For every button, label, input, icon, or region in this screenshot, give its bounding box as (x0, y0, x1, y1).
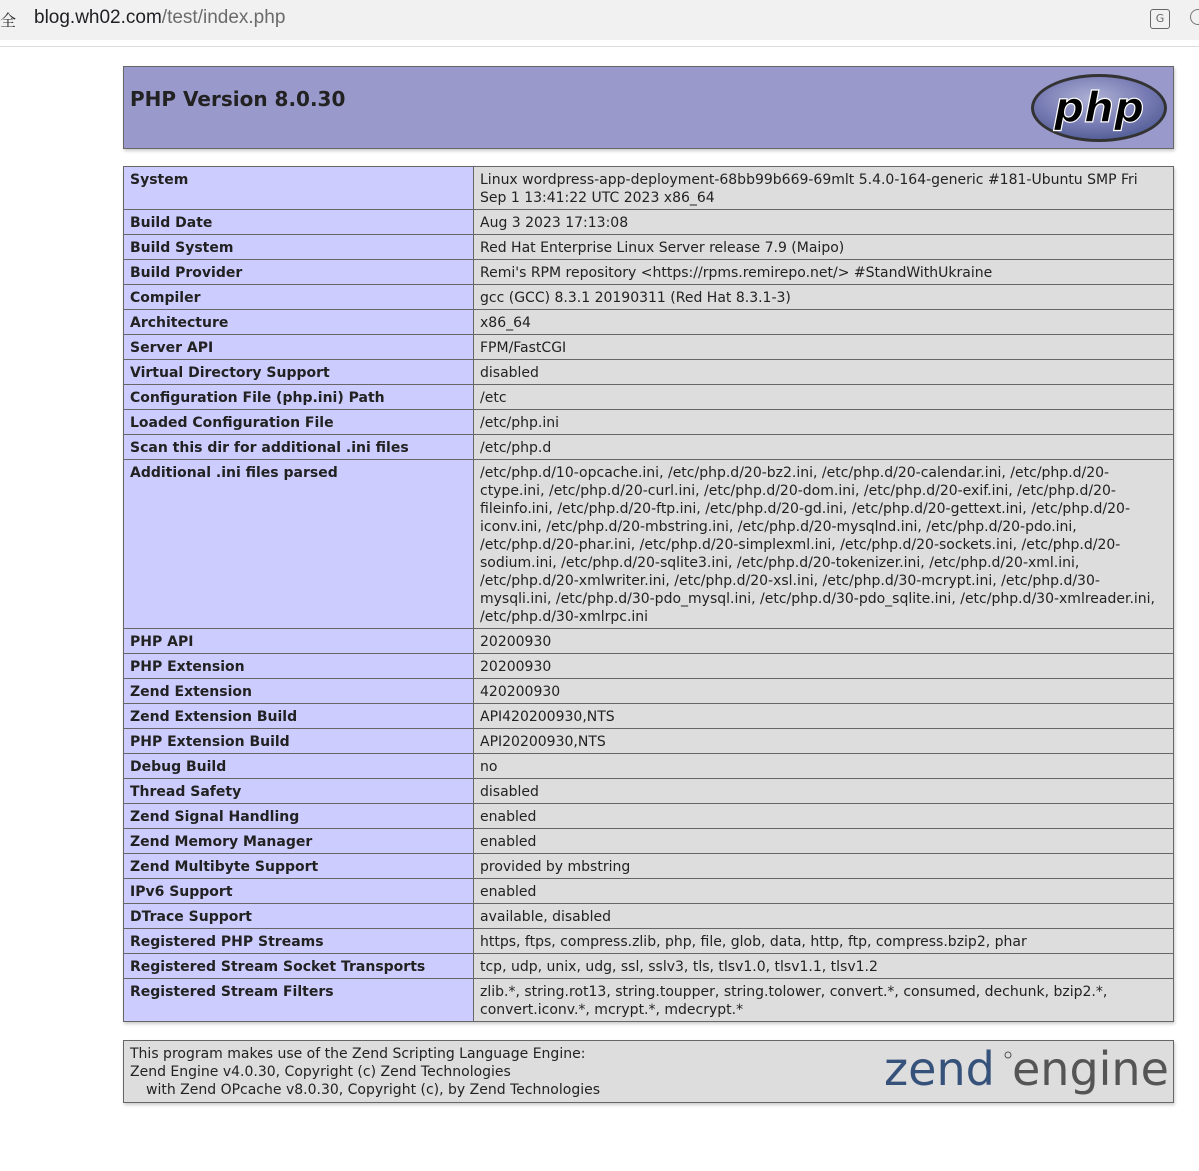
row-label: System (124, 167, 474, 210)
zend-engine-logo[interactable] (884, 1043, 1170, 1101)
row-label: PHP Extension Build (124, 729, 474, 754)
row-value: enabled (474, 879, 1174, 904)
footer-line-3: with Zend OPcache v8.0.30, Copyright (c), by Zend Technologies (146, 1082, 601, 1098)
row-value: disabled (474, 360, 1174, 385)
row-value: API420200930,NTS (474, 704, 1174, 729)
table-row (124, 629, 1174, 654)
table-row (124, 904, 1174, 929)
row-label: Build Date (124, 210, 474, 235)
row-value: enabled (474, 829, 1174, 854)
table-row (124, 335, 1174, 360)
zend-logo-word-2: engine (1012, 1043, 1169, 1096)
translate-icon[interactable]: G (1150, 9, 1170, 29)
table-row (124, 829, 1174, 854)
row-value: 20200930 (474, 654, 1174, 679)
table-row (124, 879, 1174, 904)
row-value: zlib.*, string.rot13, string.toupper, string.tolower, convert.*, consumed, dechunk, bzip2.*, convert.iconv.*, mcrypt.*, mdecrypt.* (474, 979, 1174, 1022)
browser-profile-icon[interactable] (1190, 9, 1199, 25)
row-label: Zend Signal Handling (124, 804, 474, 829)
footer-line-1: This program makes use of the Zend Scripting Language Engine: (130, 1046, 586, 1062)
row-label: Configuration File (php.ini) Path (124, 385, 474, 410)
row-value: /etc/php.d/10-opcache.ini, /etc/php.d/20-bz2.ini, /etc/php.d/20-calendar.ini, /etc/php.d/20-ctype.ini, /etc/php.d/20-curl.ini, /etc/php.d/20-dom.ini, /etc/php.d/20-exif.ini, /etc/php.d/20-fileinfo.ini, /etc/php.d/20-ftp.ini, /etc/php.d/20-gd.ini, /etc/php.d/20-gettext.ini, /etc/php.d/20-iconv.ini, /etc/php.d/20-mbstring.ini, /etc/php.d/20-mysqlnd.ini, /etc/php.d/20-pdo.ini, /etc/php.d/20-phar.ini, /etc/php.d/20-simplexml.ini, /etc/php.d/20-sockets.ini, /etc/php.d/20-sodium.ini, /etc/php.d/20-sqlite3.ini, /etc/php.d/20-tokenizer.ini, /etc/php.d/20-xml.ini, /etc/php.d/20-xmlwriter.ini, /etc/php.d/20-xsl.ini, /etc/php.d/30-mcrypt.ini, /etc/php.d/30-mysqli.ini, /etc/php.d/30-pdo_mysql.ini, /etc/php.d/30-pdo_sqlite.ini, /etc/php.d/30-xmlreader.ini, /etc/php.d/30-xmlrpc.ini (474, 460, 1174, 629)
table-row (124, 779, 1174, 804)
row-value: tcp, udp, unix, udg, ssl, sslv3, tls, tlsv1.0, tlsv1.1, tlsv1.2 (474, 954, 1174, 979)
phpinfo-header (123, 66, 1174, 149)
page-info-glyph[interactable]: 全 (0, 11, 17, 30)
row-label: Zend Extension Build (124, 704, 474, 729)
table-row (124, 235, 1174, 260)
row-value: gcc (GCC) 8.3.1 20190311 (Red Hat 8.3.1-3) (474, 285, 1174, 310)
table-row (124, 679, 1174, 704)
row-value: API20200930,NTS (474, 729, 1174, 754)
row-value: /etc (474, 385, 1174, 410)
zend-footer (123, 1040, 1174, 1103)
row-label: Zend Extension (124, 679, 474, 704)
row-label: Registered Stream Filters (124, 979, 474, 1022)
row-label: IPv6 Support (124, 879, 474, 904)
row-label: Registered PHP Streams (124, 929, 474, 954)
row-value: https, ftps, compress.zlib, php, file, glob, data, http, ftp, compress.bzip2, phar (474, 929, 1174, 954)
table-row (124, 979, 1174, 1022)
row-value: disabled (474, 779, 1174, 804)
url-host: blog.wh02.com (34, 7, 162, 28)
table-row (124, 435, 1174, 460)
table-row (124, 954, 1174, 979)
php-logo[interactable] (1029, 72, 1169, 144)
row-label: Virtual Directory Support (124, 360, 474, 385)
row-value: 20200930 (474, 629, 1174, 654)
table-row (124, 360, 1174, 385)
row-value: Aug 3 2023 17:13:08 (474, 210, 1174, 235)
row-value: FPM/FastCGI (474, 335, 1174, 360)
table-row (124, 754, 1174, 779)
phpinfo-table (123, 166, 1174, 1022)
row-label: Thread Safety (124, 779, 474, 804)
url-path: /test/index.php (161, 7, 286, 28)
row-label: Architecture (124, 310, 474, 335)
table-row (124, 310, 1174, 335)
row-label: Build System (124, 235, 474, 260)
table-row (124, 210, 1174, 235)
row-value: no (474, 754, 1174, 779)
table-row (124, 460, 1174, 629)
url-field[interactable] (34, 7, 285, 29)
table-row (124, 804, 1174, 829)
row-label: Zend Memory Manager (124, 829, 474, 854)
row-label: Debug Build (124, 754, 474, 779)
table-row (124, 260, 1174, 285)
table-row (124, 729, 1174, 754)
footer-line-2: Zend Engine v4.0.30, Copyright (c) Zend Technologies (130, 1064, 511, 1080)
zend-logo-word-1: zend (884, 1043, 995, 1096)
row-label: DTrace Support (124, 904, 474, 929)
row-value: Remi's RPM repository <https://rpms.remirepo.net/> #StandWithUkraine (474, 260, 1174, 285)
row-value: Linux wordpress-app-deployment-68bb99b669-69mlt 5.4.0-164-generic #181-Ubuntu SMP Fri Sep 1 13:41:22 UTC 2023 x86_64 (474, 167, 1174, 210)
row-value: available, disabled (474, 904, 1174, 929)
page-title: PHP Version 8.0.30 (130, 87, 346, 111)
row-label: Loaded Configuration File (124, 410, 474, 435)
row-label: Scan this dir for additional .ini files (124, 435, 474, 460)
row-value: /etc/php.d (474, 435, 1174, 460)
row-label: Server API (124, 335, 474, 360)
browser-address-bar (0, 0, 1199, 40)
phpinfo-container (123, 66, 1174, 1103)
table-row (124, 385, 1174, 410)
row-value: /etc/php.ini (474, 410, 1174, 435)
table-row (124, 929, 1174, 954)
row-label: Additional .ini files parsed (124, 460, 474, 629)
row-label: Zend Multibyte Support (124, 854, 474, 879)
row-label: Compiler (124, 285, 474, 310)
row-value: provided by mbstring (474, 854, 1174, 879)
row-value: enabled (474, 804, 1174, 829)
table-row (124, 654, 1174, 679)
row-value: 420200930 (474, 679, 1174, 704)
address-bar-divider (0, 46, 1199, 47)
table-row (124, 410, 1174, 435)
row-label: Build Provider (124, 260, 474, 285)
table-row (124, 854, 1174, 879)
table-row (124, 167, 1174, 210)
php-logo-text: php (1053, 83, 1145, 132)
row-value: x86_64 (474, 310, 1174, 335)
row-label: PHP Extension (124, 654, 474, 679)
row-label: Registered Stream Socket Transports (124, 954, 474, 979)
table-row (124, 285, 1174, 310)
row-label: PHP API (124, 629, 474, 654)
table-row (124, 704, 1174, 729)
row-value: Red Hat Enterprise Linux Server release 7.9 (Maipo) (474, 235, 1174, 260)
